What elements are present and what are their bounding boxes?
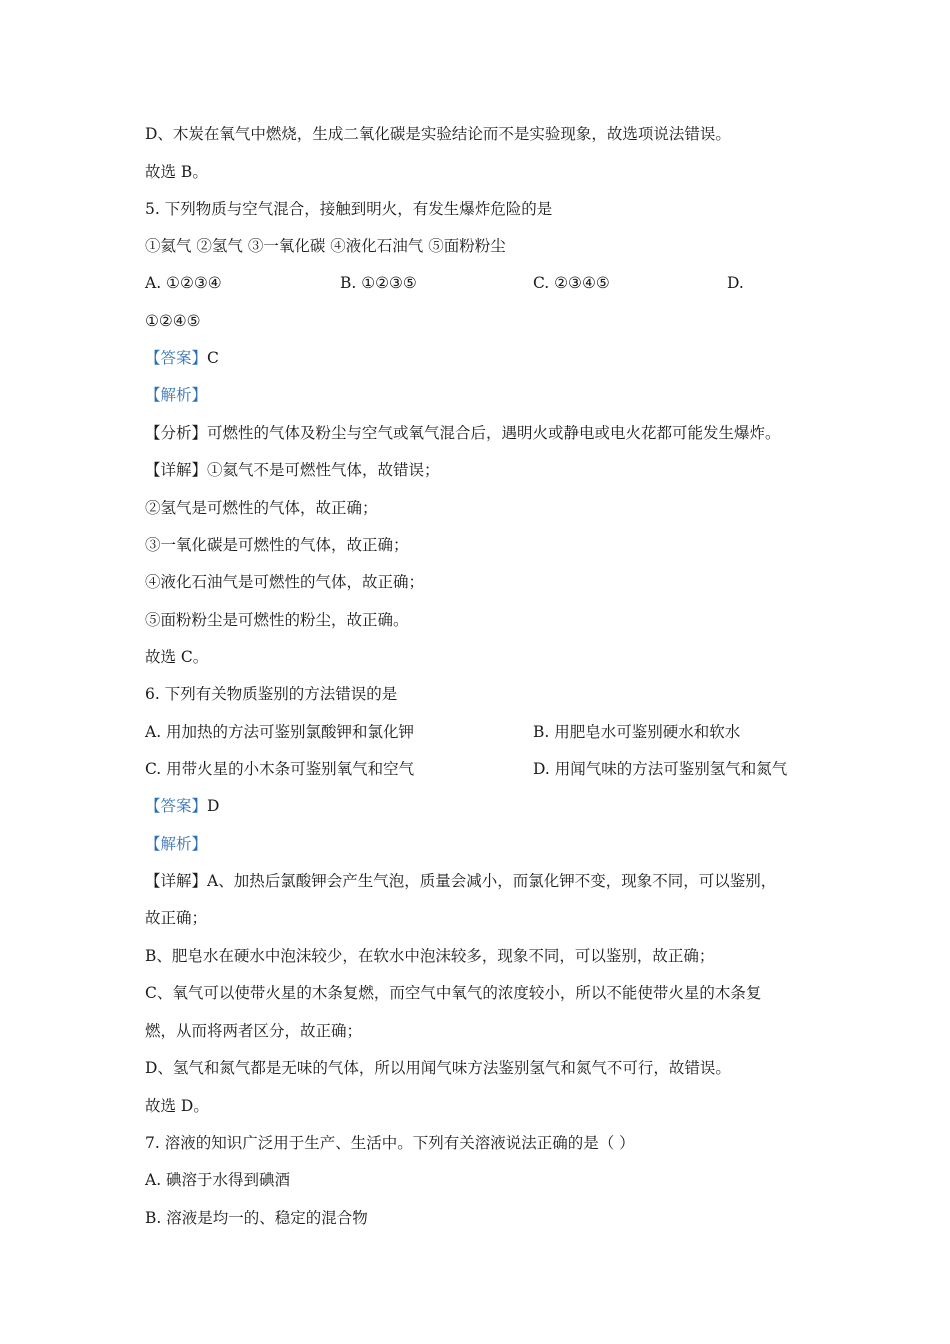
q6-detail-line: D、氢气和氮气都是无味的气体，所以用闻气味方法鉴别氢气和氮气不可行，故错误。	[145, 1059, 731, 1077]
q5-conclusion: 故选 C。	[145, 648, 209, 666]
q5-option-a: A. ①②③④	[145, 274, 222, 292]
q5-analysis-label: 【解析】	[145, 386, 208, 404]
q6-options-row-2	[145, 759, 925, 779]
q5-detail-line: ②氢气是可燃性的气体，故正确；	[145, 499, 378, 517]
q4-option-d-explanation: D、木炭在氧气中燃烧，生成二氧化碳是实验结论而不是实验现象，故选项说法错误。	[145, 125, 731, 143]
q4-conclusion: 故选 B。	[145, 163, 208, 181]
q5-option-c: C. ②③④⑤	[533, 274, 610, 292]
q6-option-d: D. 用闻气味的方法可鉴别氢气和氮气	[533, 760, 788, 778]
q6-detail-line: C、氧气可以使带火星的木条复燃，而空气中氧气的浓度较小，所以不能使带火星的木条复	[145, 984, 762, 1002]
q5-detail-line: ①氦气不是可燃性气体，故错误；	[207, 461, 440, 479]
q5-options-row	[145, 273, 925, 293]
q5-fenxi-label: 【分析】	[145, 424, 208, 442]
q5-detail-line: ④液化石油气是可燃性的气体，故正确；	[145, 573, 425, 591]
q6-detail-line: A、加热后氯酸钾会产生气泡，质量会减小，而氯化钾不变，现象不同，可以鉴别，	[207, 872, 777, 890]
q6-conclusion: 故选 D。	[145, 1097, 209, 1115]
q7-stem: 7. 溶液的知识广泛用于生产、生活中。下列有关溶液说法正确的是（ ）	[145, 1134, 635, 1152]
q6-stem: 6. 下列有关物质鉴别的方法错误的是	[145, 685, 398, 703]
q6-detail-line: 故正确；	[145, 909, 208, 927]
q5-detail-line: ⑤面粉粉尘是可燃性的粉尘，故正确。	[145, 611, 409, 629]
q5-detail-label: 【详解】	[145, 461, 208, 479]
q6-answer-value: D	[207, 797, 220, 815]
q6-analysis-label: 【解析】	[145, 835, 208, 853]
q6-detail-label: 【详解】	[145, 872, 208, 890]
q5-fenxi	[145, 423, 781, 443]
q5-detail-line: ③一氧化碳是可燃性的气体，故正确；	[145, 536, 409, 554]
q5-answer-value: C	[207, 349, 219, 367]
q5-detail-first	[145, 460, 440, 480]
q6-options-row-1	[145, 722, 925, 742]
q5-answer	[145, 348, 219, 368]
q6-option-b: B. 用肥皂水可鉴别硬水和软水	[533, 723, 741, 741]
q5-option-d-wrap: ①②④⑤	[145, 312, 201, 330]
q6-option-a: A. 用加热的方法可鉴别氯酸钾和氯化钾	[145, 723, 415, 741]
q5-answer-label: 【答案】	[145, 349, 208, 367]
q5-items: ①氦气 ②氢气 ③一氧化碳 ④液化石油气 ⑤面粉粉尘	[145, 237, 506, 255]
q6-detail-line: B、肥皂水在硬水中泡沫较少，在软水中泡沫较多，现象不同，可以鉴别，故正确；	[145, 947, 715, 965]
q6-answer-label: 【答案】	[145, 797, 208, 815]
q6-option-c: C. 用带火星的小木条可鉴别氧气和空气	[145, 760, 415, 778]
q7-option-b: B. 溶液是均一的、稳定的混合物	[145, 1209, 368, 1227]
q7-option-a: A. 碘溶于水得到碘酒	[145, 1171, 291, 1189]
q6-detail-first	[145, 871, 776, 891]
q6-answer	[145, 796, 219, 816]
q6-detail-line: 燃，从而将两者区分，故正确；	[145, 1022, 363, 1040]
q5-stem: 5. 下列物质与空气混合，接触到明火，有发生爆炸危险的是	[145, 200, 553, 218]
q5-option-d: D.	[727, 274, 744, 292]
q5-fenxi-text: 可燃性的气体及粉尘与空气或氧气混合后，遇明火或静电或电火花都可能发生爆炸。	[207, 424, 781, 442]
q5-option-b: B. ①②③⑤	[340, 274, 417, 292]
